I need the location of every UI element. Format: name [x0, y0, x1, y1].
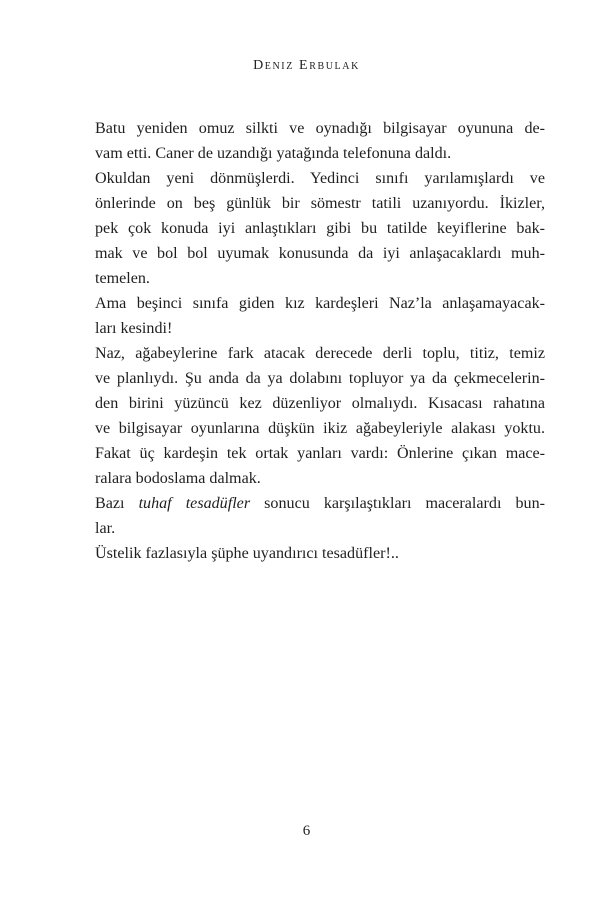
- paragraph-3: [95, 291, 545, 341]
- paragraph-6: [95, 541, 545, 566]
- paragraph-4: [95, 341, 545, 491]
- text-line: ve bilgisayar oyunlarına düşkün ikiz ağabeyleriyle alakası yoktu.: [95, 420, 545, 437]
- page-number: 6: [302, 823, 311, 839]
- text-line: lar.: [95, 520, 116, 537]
- body-text: [95, 116, 545, 566]
- paragraph-5: [95, 491, 545, 541]
- text-line: ralara bodoslama dalmak.: [95, 470, 261, 487]
- text-line: pek çok konuda iyi anlaştıkları gibi bu tatilde keyiflerine bak-: [95, 220, 545, 237]
- paragraph-2: [95, 166, 545, 291]
- text-line: vam etti. Caner de uzandığı yatağında telefonuna daldı.: [95, 145, 452, 162]
- paragraph-1: [95, 116, 545, 166]
- text-line: Üstelik fazlasıyla şüphe uyandırıcı tesadüfler!..: [95, 545, 399, 562]
- text-line: [95, 491, 545, 516]
- text-line: Ama beşinci sınıfa giden kız kardeşleri Naz’la anlaşamayacak-: [95, 295, 545, 312]
- text-run: sonucu karşılaştıkları maceralardı bun-: [250, 495, 545, 512]
- text-line: Fakat üç kardeşin tek ortak yanları vardı: Önlerine çıkan mace-: [95, 445, 545, 462]
- text-run: Bazı: [95, 495, 139, 512]
- text-line: temelen.: [95, 270, 150, 287]
- text-line: önlerinde on beş günlük bir sömestr tatili uzanıyordu. İkizler,: [95, 195, 545, 212]
- running-header-author: Deniz Erbulak: [253, 58, 360, 73]
- text-line: den birini yüzüncü kez düzenliyor olmalıydı. Kısacası rahatına: [95, 395, 545, 412]
- italic-phrase: tuhaf tesadüfler: [138, 495, 251, 512]
- text-line: Batu yeniden omuz silkti ve oynadığı bilgisayar oyununa de-: [95, 120, 545, 137]
- text-line: Okuldan yeni dönmüşlerdi. Yedinci sınıfı yarılamışlardı ve: [95, 170, 545, 187]
- text-line: ve planlıydı. Şu anda da ya dolabını topluyor ya da çekmecelerin-: [95, 370, 545, 387]
- text-line: ları kesindi!: [95, 320, 173, 337]
- text-line: mak ve bol bol uyumak konusunda da iyi anlaşacaklardı muh-: [95, 245, 545, 262]
- text-line: Naz, ağabeylerine fark atacak derecede derli toplu, titiz, temiz: [95, 345, 545, 362]
